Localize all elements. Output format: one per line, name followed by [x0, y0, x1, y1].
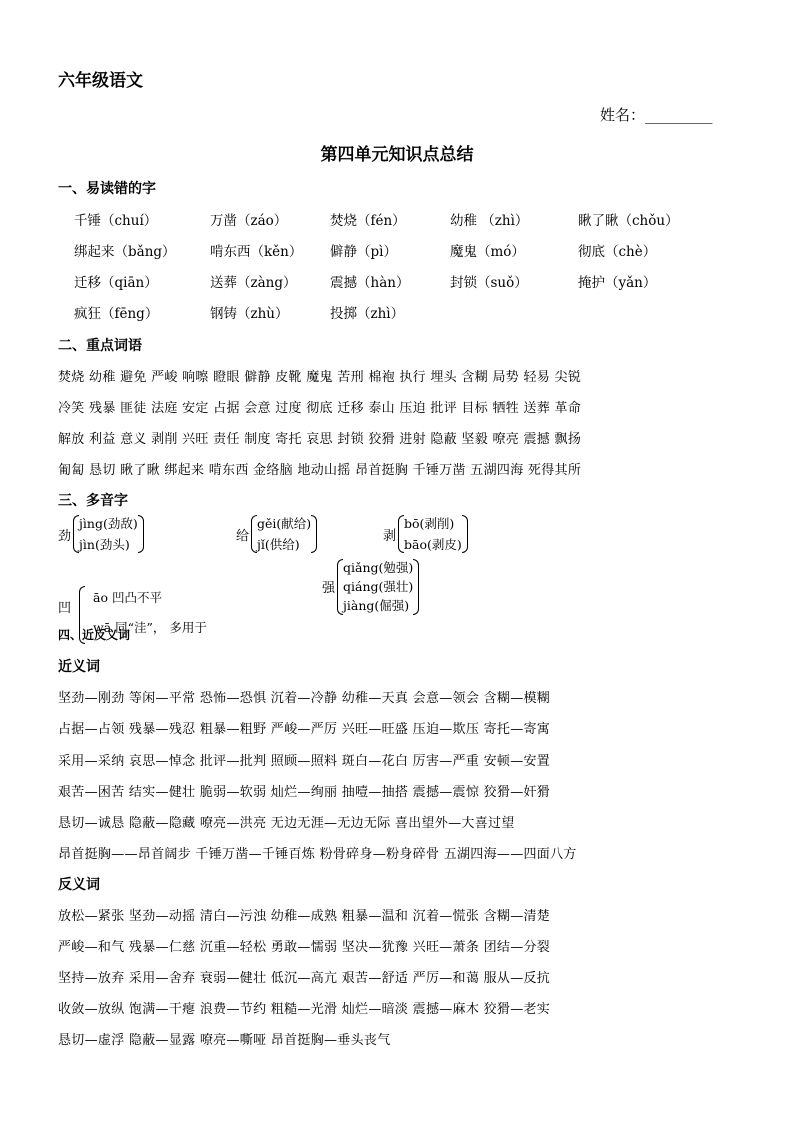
pinyin-item: 钢铸（zhù）: [210, 306, 289, 322]
polyphone-gei: [236, 513, 317, 555]
brace-right: [138, 515, 144, 553]
pinyin-item: 啃东西（kěn）: [210, 244, 303, 260]
pinyin-item: 魔鬼（mó）: [450, 244, 525, 260]
word-line: 解放 利益 意义 剥削 兴旺 责任 制度 寄托 哀思 封锁 狡猾 进射 隐蔽 坚毅 嘹亮 震撼 飘扬: [58, 432, 582, 447]
pinyin-item: 疯狂（fēng）: [74, 306, 159, 322]
pinyin-item: 送葬（zàng）: [210, 275, 297, 291]
brace-right: [413, 559, 419, 615]
page-title: 第四单元知识点总结: [320, 145, 474, 165]
pinyin-item: 千锤（chuí）: [74, 213, 158, 229]
pinyin-item: 僻静（pì）: [330, 244, 397, 260]
section-4-heading: 四、近反义词: [58, 628, 131, 642]
brace-right: [462, 515, 468, 553]
antonym-line: 收敛—放纵 饱满—干瘪 浪费—节约 粗糙—光滑 灿烂—暗淡 震撼—麻木 狡猾—老实: [58, 1002, 551, 1017]
brace-right: [311, 515, 317, 553]
pinyin-item: 幼稚 （zhì）: [450, 213, 529, 229]
pinyin-item: 瞅了瞅（chǒu）: [578, 213, 679, 229]
polyphone-reading: gěi(献给): [257, 516, 312, 531]
synonym-line: 昂首挺胸——昂首阔步 千锤万凿—千锤百炼 粉骨碎身—粉身碎骨 五湖四海——四面八方: [58, 847, 577, 862]
pinyin-item: 掩护（yǎn）: [578, 275, 657, 291]
name-field-label: 姓名：_________: [600, 106, 713, 124]
synonym-line: 采用—采纳 哀思—悼念 批评—批判 照顾—照料 斑白—花白 厉害—严重 安顿—安置: [58, 754, 551, 769]
polyphone-reading: āo 凹凸不平: [93, 590, 162, 605]
synonym-line: 占据—占领 残暴—残忍 粗暴—粗野 严峻—严厉 兴旺—旺盛 压迫—欺压 寄托—寄寓: [58, 722, 551, 737]
polyphone-reading: bō(剥削): [404, 516, 455, 531]
section-1-heading: 一、易读错的字: [58, 181, 156, 197]
polyphone-qiang: [322, 558, 419, 615]
polyphone-reading: jìn(劲头): [79, 537, 130, 552]
pinyin-item: 封锁（suǒ）: [450, 275, 528, 291]
polyphone-reading: jǐ(供给): [257, 537, 300, 552]
pinyin-item: 焚烧（fén）: [330, 213, 406, 229]
antonym-title: 反义词: [58, 877, 100, 893]
synonym-title: 近义词: [58, 659, 100, 675]
polyphone-char: 剥: [383, 528, 397, 544]
pinyin-item: 迁移（qiān）: [74, 275, 158, 291]
synonym-line: 恳切—诚恳 隐蔽—隐藏 嘹亮—洪亮 无边无涯—无边无际 喜出望外—大喜过望: [58, 816, 515, 831]
polyphone-reading: qiǎng(勉强): [343, 560, 414, 575]
antonym-line: 恳切—虚浮 隐蔽—显露 嘹亮—嘶哑 昂首挺胸—垂头丧气: [58, 1033, 391, 1048]
polyphone-jin: [58, 513, 144, 555]
polyphone-reading: jiàng(倔强): [343, 598, 410, 613]
polyphone-char: 劲: [58, 528, 72, 544]
word-line: 匍匐 恳切 瞅了瞅 绑起来 啃东西 金络脑 地动山摇 昂首挺胸 千锤万凿 五湖四海 死得其所: [58, 463, 582, 478]
polyphone-reading: qiáng(强壮): [343, 579, 414, 594]
synonym-line: 艰苦—困苦 结实—健壮 脆弱—软弱 灿烂—绚丽 抽噎—抽搭 震撼—震惊 狡猾—奸猾: [58, 785, 551, 800]
word-line: 冷笑 残暴 匪徒 法庭 安定 占据 会意 过度 彻底 迁移 泰山 压迫 批评 目标 牺牲 送葬 革命: [58, 401, 582, 416]
antonym-line: 严峻—和气 残暴—仁慈 沉重—轻松 勇敢—懦弱 坚决—犹豫 兴旺—萧条 团结—分裂: [58, 940, 551, 955]
pinyin-item: 投掷（zhì）: [330, 306, 405, 322]
pinyin-item: 震撼（hàn）: [330, 275, 410, 291]
section-3-heading: 三、多音字: [58, 493, 128, 509]
grade-label: 六年级语文: [58, 71, 143, 91]
polyphone-char: 给: [236, 528, 250, 544]
section-2-heading: 二、重点词语: [58, 338, 142, 354]
word-line: 焚烧 幼稚 避免 严峻 响嚓 瞪眼 僻静 皮靴 魔鬼 苦刑 棉袍 执行 埋头 含糊 局势 轻易 尖锐: [58, 370, 582, 385]
polyphone-reading: wā 同“洼”， 多用于: [93, 620, 207, 635]
synonym-line: 坚劲—刚劲 等闲—平常 恐怖—恐惧 沉着—冷静 幼稚—天真 会意—领会 含糊—模糊: [58, 691, 551, 706]
pinyin-item: 万凿（záo）: [210, 213, 288, 229]
antonym-line: 放松—紧张 坚劲—动摇 清白—污浊 幼稚—成熟 粗暴—温和 沉着—慌张 含糊—清楚: [58, 909, 551, 924]
antonym-line: 坚持—放弃 采用—舍弃 衰弱—健壮 低沉—高亢 艰苦—舒适 严厉—和蔼 服从—反抗: [58, 971, 551, 986]
pinyin-item: 彻底（chè）: [578, 244, 657, 260]
polyphone-reading: bāo(剥皮): [404, 537, 462, 552]
pinyin-item: 绑起来（bǎng）: [74, 244, 176, 260]
polyphone-char: 凹: [58, 600, 72, 616]
polyphone-reading: jìng(劲敌): [79, 516, 138, 531]
polyphone-bo: [383, 513, 468, 555]
polyphone-char: 强: [322, 581, 336, 596]
